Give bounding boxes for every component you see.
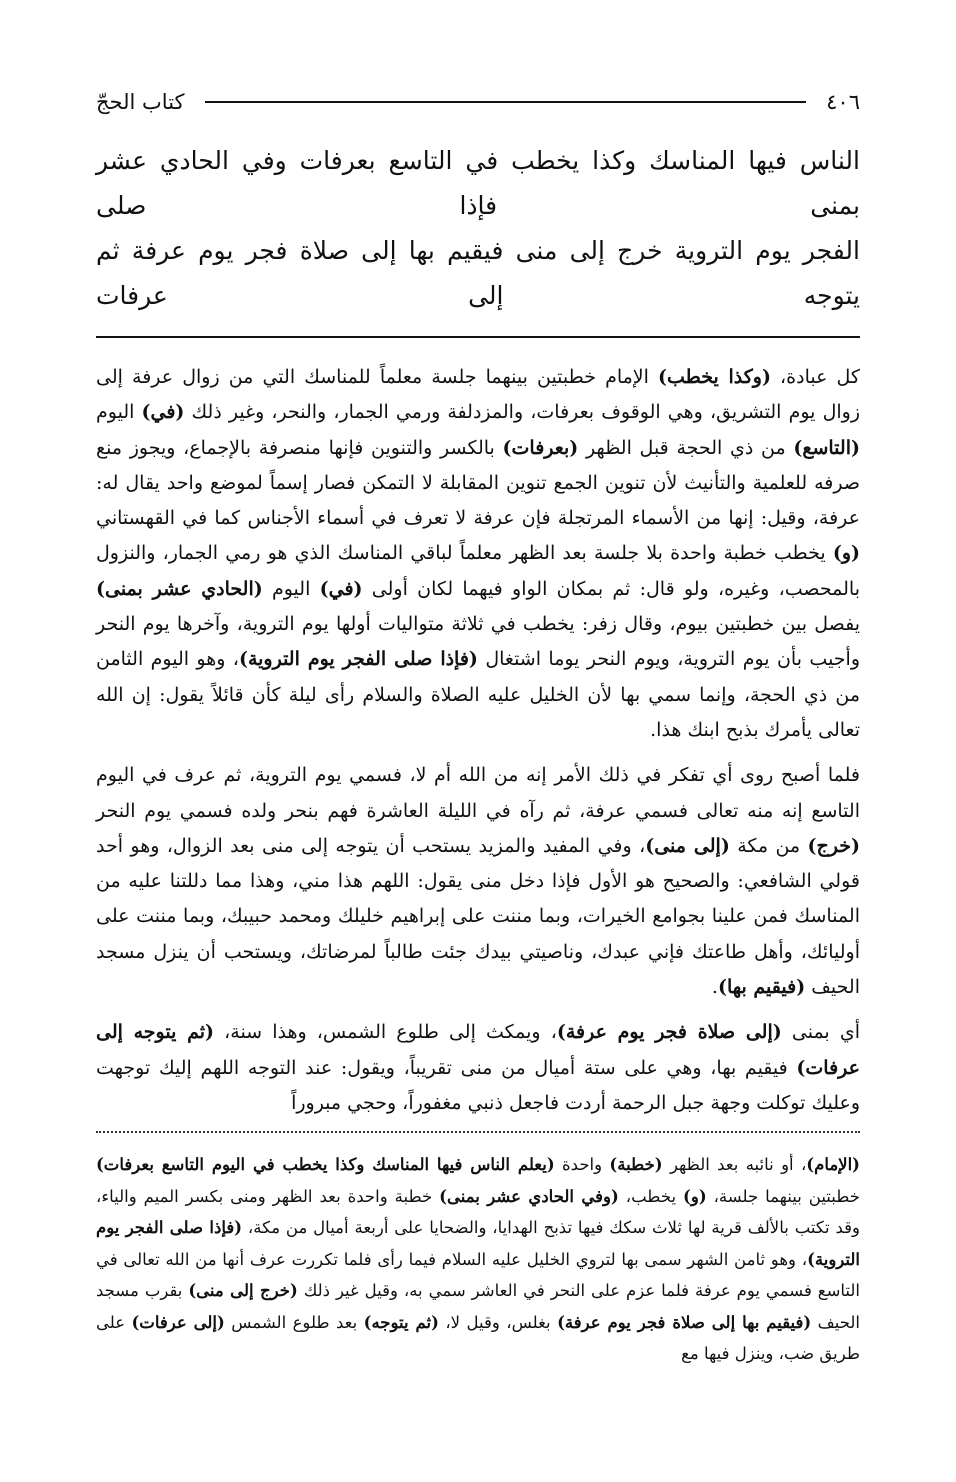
footnote-divider: [96, 1131, 860, 1133]
commentary-text: من مكة: [729, 834, 808, 857]
commentary-text: الإمام خطبتين بينهما جلسة معلماً للمناسك التي من زوال عرفة إلى زوال يوم التشريق، وهي الوقوف بعرفات، والمزدلفة ورمي الجمار، والنحر، وغير ذلك: [96, 366, 860, 424]
quoted-matn-phrase: (فإذا صلى الفجر يوم التروية): [96, 1218, 860, 1269]
quoted-matn-phrase: (خرج): [807, 834, 860, 857]
commentary-text: يخطب،: [618, 1186, 684, 1206]
commentary-text: ، ويمكث إلى طلوع الشمس، وهذا سنة،: [214, 1021, 557, 1044]
quoted-matn-phrase: (يعلم الناس فيها المناسك وكذا يخطب في اليوم التاسع بعرفات): [96, 1155, 555, 1175]
page-number: ٤٠٦: [826, 90, 860, 114]
quoted-matn-phrase: (وفي الحادي عشر بمنى): [439, 1186, 619, 1206]
commentary-text: بقرب مسجد الحيف: [96, 1281, 860, 1332]
footnote: [96, 1149, 860, 1370]
commentary-paragraph: [96, 758, 860, 1005]
commentary-text: بالكسر والتنوين فإنها منصرفة بالإجماع، ويجوز منع صرفه للعلمية والتأنيث لأن تنوين الجمع تنوين المقابلة لا التمكن فصار إسماً لموضع واحد يقال له: عرفة، وقيل: إنها من الأسماء المرتجلة فإن عرفة لا تعرف في أسماء الأجناس كما في القهستاني: [96, 436, 860, 530]
quoted-matn-phrase: (التاسع): [793, 436, 860, 459]
quoted-matn-phrase: (ثم يتوجه إلى عرفات): [96, 1021, 860, 1079]
commentary-text: كل عبادة،: [770, 366, 860, 388]
footnote-paragraph: [96, 1149, 860, 1370]
quoted-matn-phrase: (ثم يتوجه): [363, 1312, 439, 1332]
commentary-text: بغلس، وقيل لا،: [438, 1312, 558, 1332]
page-header: [96, 84, 860, 120]
commentary-text: .: [711, 976, 718, 999]
commentary-text: أي بمنى: [781, 1021, 860, 1044]
quoted-matn-phrase: (إلى عرفات): [131, 1312, 225, 1332]
commentary-text: ، وهو اليوم الثامن من ذي الحجة، وإنما سمي بها لأن الخليل عليه الصلاة والسلام رأى ليلة كأن قائلاً يقول: إن الله تعالى يأمرك بذبح ابنك هذا.: [96, 648, 860, 741]
commentary-paragraph: [96, 360, 860, 748]
quoted-matn-phrase: (في): [319, 577, 363, 600]
commentary-text: خطبتين بينهما جلسة،: [706, 1186, 861, 1206]
commentary-text: اليوم: [96, 401, 142, 424]
main-text-line: الناس فيها المناسك وكذا يخطب في التاسع بعرفات وفي الحادي عشر بمنى فإذا صلى: [96, 146, 860, 220]
main-text: [96, 138, 860, 318]
commentary-text: واحدة: [554, 1155, 610, 1175]
commentary-text: ، وهو ثامن الشهر سمى بها لتروي الخليل عليه السلام فيما رأى فلما تكررت عرف أنها من الله تعالى في التاسع فسمي يوم عرفة فلما عزم على النحر في العاشر سمي به، وقيل غير ذلك: [96, 1249, 861, 1301]
quoted-matn-phrase: (و): [832, 542, 860, 565]
commentary: [96, 360, 860, 1121]
header-rule: [205, 101, 807, 103]
commentary-paragraph: [96, 1015, 860, 1121]
quoted-matn-phrase: (خطبة): [609, 1155, 663, 1175]
commentary-text: اليوم: [262, 577, 320, 600]
quoted-matn-phrase: (الإمام): [806, 1155, 860, 1175]
quoted-matn-phrase: (إلى صلاة فجر يوم عرفة): [556, 1021, 782, 1044]
main-text-divider: [96, 336, 860, 338]
quoted-matn-phrase: (فإذا صلى الفجر يوم التروية): [238, 648, 478, 671]
quoted-matn-phrase: (بعرفات): [502, 436, 579, 459]
commentary-text: على طريق ضب، وينزل فيها مع: [96, 1312, 860, 1364]
book-page: [96, 84, 860, 1370]
commentary-text: من ذي الحجة قبل الظهر: [578, 436, 794, 459]
quoted-matn-phrase: (و): [683, 1186, 707, 1206]
quoted-matn-phrase: (فيقيم بها إلى صلاة فجر يوم عرفة): [557, 1312, 812, 1332]
quoted-matn-phrase: (خرج إلى منى): [188, 1281, 298, 1301]
commentary-text: خطبة واحدة بعد الظهر ومنى بكسر الميم والياء، وقد تكتب بالألف قرية لها ثلاث سكك فيها تذبح الهدايا، والضحايا على أربعة أميال من مكة،: [96, 1186, 860, 1238]
running-title: كتاب الحجّ: [96, 90, 185, 114]
commentary-text: فلما أصبح روى أي تفكر في ذلك الأمر إنه من الله أم لا، فسمي يوم التروية، ثم عرف في اليوم التاسع إنه منه تعالى فسمي عرفة، ثم رآه في الليلة العاشرة فهم بنحر ولده فسمي يوم النحر: [96, 764, 860, 822]
commentary-text: فيقيم بها، وهي على ستة أميال من منى تقريباً، ويقول: عند التوجه اللهم إليك توجهت وعليك توكلت وجهة جبل الرحمة أردت فاجعل ذنبي مغفوراً، وحجي مبروراً: [96, 1056, 860, 1114]
commentary-text: ، وفي المفيد والمزيد يستحب أن يتوجه إلى منى بعد الزوال، وهو أحد قولي الشافعي: والصحيح هو الأول فإذا دخل منى يقول: اللهم هذا مني، وهذا مما دللتنا عليه من المناسك فمن علينا بجوامع الخيرات، وبما مننت على إبراهيم خليلك ومحمد حبيبك، وبما مننت على أوليائك، وأهل طاعتك فإني عبدك، وناصيتي بيدك جئت طالباً لمرضاتك، ويستحب أن ينزل مسجد الحيف: [96, 834, 860, 999]
main-text-line: الفجر يوم التروية خرج إلى منى فيقيم بها إلى صلاة فجر يوم عرفة ثم يتوجه إلى عرفات: [96, 236, 860, 310]
commentary-text: ، أو نائبه بعد الظهر: [662, 1155, 807, 1175]
quoted-matn-phrase: (فيقيم بها): [717, 976, 806, 999]
commentary-text: يخطب خطبة واحدة بلا جلسة بعد الظهر معلماً لباقي المناسك الذي هو رمي الجمار، والنزول بالمحصب، وغيره، ولو قال: ثم بمكان الواو فيهما لكان أولى: [96, 542, 860, 600]
quoted-matn-phrase: (وكذا يخطب): [658, 366, 771, 388]
commentary-text: بعد طلوع الشمس: [224, 1312, 364, 1332]
quoted-matn-phrase: (إلى منى): [645, 834, 730, 857]
quoted-matn-phrase: (الحادي عشر بمنى): [96, 577, 263, 600]
commentary-text: يفصل بين خطبتين بيوم، وقال زفر: يخطب في ثلاثة متواليات أولها يوم التروية، وآخرها يوم النحر وأجيب بأن يوم التروية، ويوم النحر يوما اشتغال: [96, 613, 860, 671]
quoted-matn-phrase: (في): [141, 401, 185, 424]
